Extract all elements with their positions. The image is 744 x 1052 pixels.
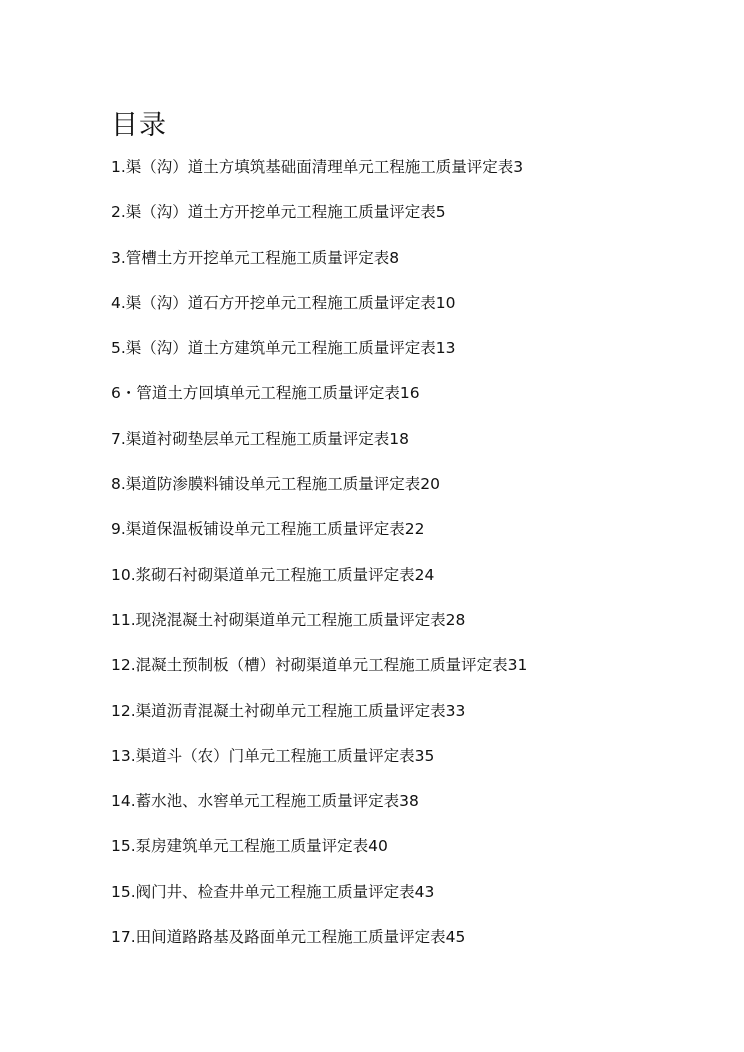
toc-entry	[111, 877, 527, 922]
toc-entry-page: 5	[435, 203, 446, 222]
toc-entry-text: 10.浆砌石衬砌渠道单元工程施工质量评定表	[111, 565, 415, 584]
toc-entry	[111, 605, 527, 650]
toc-entry	[111, 378, 527, 423]
toc-title: 目录	[111, 110, 167, 141]
toc-entry	[111, 152, 527, 197]
toc-entry-page: 16	[399, 384, 420, 403]
toc-entry-text: 3.管槽土方开挖单元工程施工质量评定表	[111, 248, 390, 267]
toc-entry	[111, 560, 527, 605]
toc-entry-page: 40	[368, 837, 388, 856]
toc-entry	[111, 243, 527, 288]
toc-entry-text: 14.蓄水池、水窖单元工程施工质量评定表	[111, 792, 400, 811]
toc-entry	[111, 469, 527, 514]
toc-entry-page: 45	[445, 928, 466, 947]
toc-list	[111, 152, 527, 967]
toc-entry	[111, 831, 527, 876]
toc-entry	[111, 288, 527, 333]
toc-entry	[111, 197, 527, 242]
toc-entry-text: 13.渠道斗（农）门单元工程施工质量评定表	[111, 746, 415, 765]
toc-entry-text: 6・管道土方回填单元工程施工质量评定表	[111, 384, 400, 403]
toc-entry-text: 9.渠道保温板铺设单元工程施工质量评定表	[111, 520, 405, 539]
toc-entry-page: 10	[435, 293, 456, 312]
toc-entry	[111, 424, 527, 469]
toc-entry-page: 24	[414, 565, 435, 584]
toc-entry-text: 15.泵房建筑单元工程施工质量评定表	[111, 837, 369, 856]
toc-entry	[111, 650, 527, 695]
toc-entry	[111, 922, 527, 967]
toc-entry-page: 35	[414, 746, 435, 765]
toc-entry-page: 38	[399, 792, 419, 811]
toc-entry-text: 17.田间道路路基及路面单元工程施工质量评定表	[111, 928, 446, 947]
toc-entry-text: 4.渠（沟）道石方开挖单元工程施工质量评定表	[111, 293, 436, 312]
toc-entry	[111, 786, 527, 831]
toc-entry-text: 5.渠（沟）道土方建筑单元工程施工质量评定表	[111, 339, 436, 358]
toc-entry	[111, 514, 527, 559]
toc-entry-page: 31	[507, 656, 528, 675]
toc-entry-text: 1.渠（沟）道土方填筑基础面清理单元工程施工质量评定表	[111, 158, 514, 176]
toc-entry	[111, 333, 527, 378]
toc-entry-text: 2.渠（沟）道土方开挖单元工程施工质量评定表	[111, 203, 436, 222]
toc-entry-page: 22	[404, 520, 425, 539]
toc-entry-page: 3	[513, 158, 524, 176]
toc-entry-page: 33	[445, 701, 466, 720]
toc-entry-page: 18	[389, 429, 410, 448]
toc-entry-text: 7.渠道衬砌垫层单元工程施工质量评定表	[111, 429, 390, 448]
toc-entry-text: 15.阀门井、检查井单元工程施工质量评定表	[111, 882, 415, 901]
toc-entry	[111, 741, 527, 786]
toc-entry-page: 28	[445, 610, 466, 629]
toc-entry	[111, 696, 527, 741]
toc-entry-text: 12.渠道沥青混凝土衬砌单元工程施工质量评定表	[111, 701, 446, 720]
toc-entry-page: 43	[414, 882, 435, 901]
toc-entry-page: 20	[420, 475, 441, 494]
toc-entry-text: 11.现浇混凝土衬砌渠道单元工程施工质量评定表	[111, 610, 446, 629]
toc-entry-text: 12.混凝土预制板（槽）衬砌渠道单元工程施工质量评定表	[111, 656, 508, 675]
toc-entry-text: 8.渠道防渗膜料铺设单元工程施工质量评定表	[111, 475, 421, 494]
toc-entry-page: 8	[389, 248, 400, 267]
toc-entry-page: 13	[435, 339, 456, 358]
